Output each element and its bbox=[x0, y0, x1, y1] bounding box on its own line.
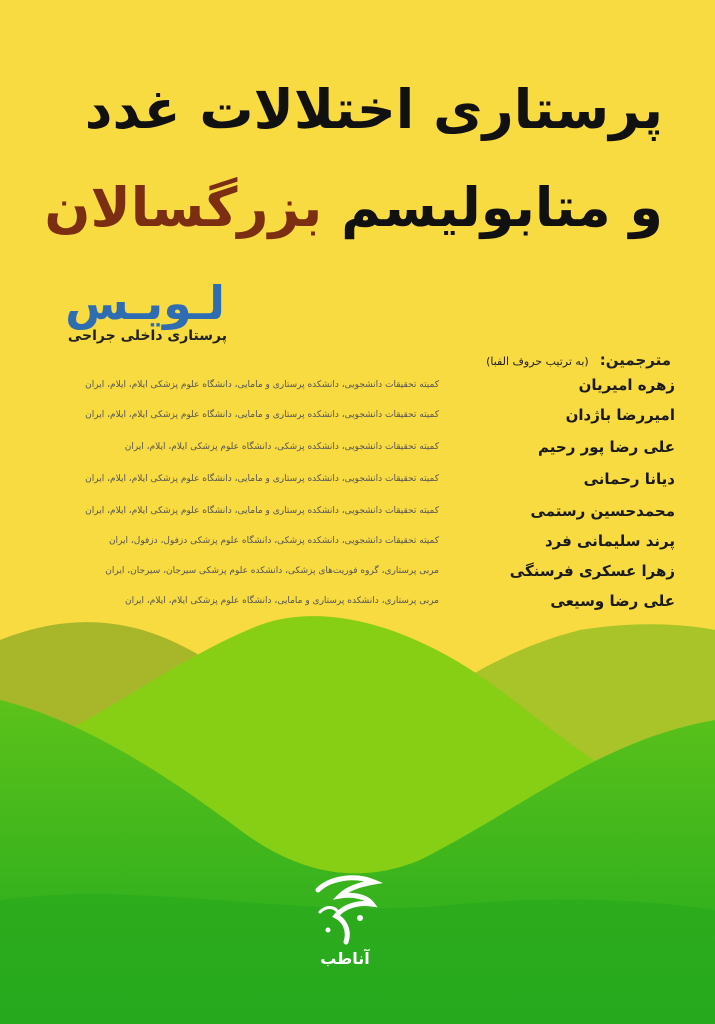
translator-name: امیررضا باژدان bbox=[565, 406, 675, 424]
translator-name: علی رضا وسیعی bbox=[550, 592, 675, 610]
translator-affiliation: کمیته تحقیقات دانشجویی، دانشکده پرستاری و مامایی، دانشگاه علوم پزشکی ایلام، ایلام، ایران bbox=[85, 474, 439, 484]
translator-affiliation: کمیته تحقیقات دانشجویی، دانشکده پزشکی، دانشگاه علوم پزشکی دزفول، دزفول، ایران bbox=[108, 536, 439, 546]
translator-name: زهره امیریان bbox=[578, 376, 675, 394]
translator-name: پرند سلیمانی فرد bbox=[544, 532, 675, 550]
translator-row bbox=[60, 532, 675, 562]
translator-name: علی رضا پور رحیم bbox=[538, 438, 675, 456]
author-subtitle: پرستاری داخلی جراحی bbox=[67, 328, 227, 344]
translators-heading bbox=[486, 350, 671, 369]
book-title-line-2 bbox=[44, 176, 663, 239]
title-main: و متابولیسم bbox=[341, 176, 663, 239]
translators-label: مترجمین: bbox=[599, 351, 671, 369]
title-accent: بزرگسالان bbox=[44, 176, 323, 239]
book-title-line-1: پرستاری اختلالات غدد bbox=[84, 78, 663, 141]
translator-row bbox=[60, 376, 675, 406]
translator-row bbox=[60, 592, 675, 622]
translator-affiliation: کمیته تحقیقات دانشجویی، دانشکده پرستاری و مامایی، دانشگاه علوم پزشکی ایلام، ایلام، ایران bbox=[85, 380, 439, 390]
translators-order-note: (به ترتیب حروف الفبا) bbox=[486, 355, 589, 368]
translator-row bbox=[60, 470, 675, 500]
translator-row bbox=[60, 502, 675, 532]
translator-affiliation: کمیته تحقیقات دانشجویی، دانشکده پرستاری و مامایی، دانشگاه علوم پزشکی ایلام، ایلام، ایران bbox=[85, 506, 439, 516]
translator-affiliation: مربی پرستاری، گروه فوریت‌های پزشکی، دانشکده علوم پزشکی سیرجان، سیرجان، ایران bbox=[105, 566, 439, 576]
translator-name: محمدحسین رستمی bbox=[530, 502, 675, 520]
publisher-logo-icon bbox=[300, 860, 390, 970]
translator-name: دیانا رحمانی bbox=[583, 470, 675, 488]
translator-affiliation: مربی پرستاری، دانشکده پرستاری و مامایی، دانشگاه علوم پزشکی ایلام، ایلام، ایران bbox=[124, 596, 439, 606]
publisher-name: آناطب bbox=[320, 949, 370, 968]
translator-name: زهرا عسکری فرسنگی bbox=[509, 562, 675, 580]
author-name: لـویـس bbox=[65, 276, 225, 330]
translator-affiliation: کمیته تحقیقات دانشجویی، دانشکده پزشکی، دانشگاه علوم پزشکی ایلام، ایلام، ایران bbox=[124, 442, 439, 452]
translator-row bbox=[60, 406, 675, 436]
translator-row bbox=[60, 438, 675, 468]
translator-row bbox=[60, 562, 675, 592]
translator-affiliation: کمیته تحقیقات دانشجویی، دانشکده پرستاری و مامایی، دانشگاه علوم پزشکی ایلام، ایلام، ایران bbox=[85, 410, 439, 420]
